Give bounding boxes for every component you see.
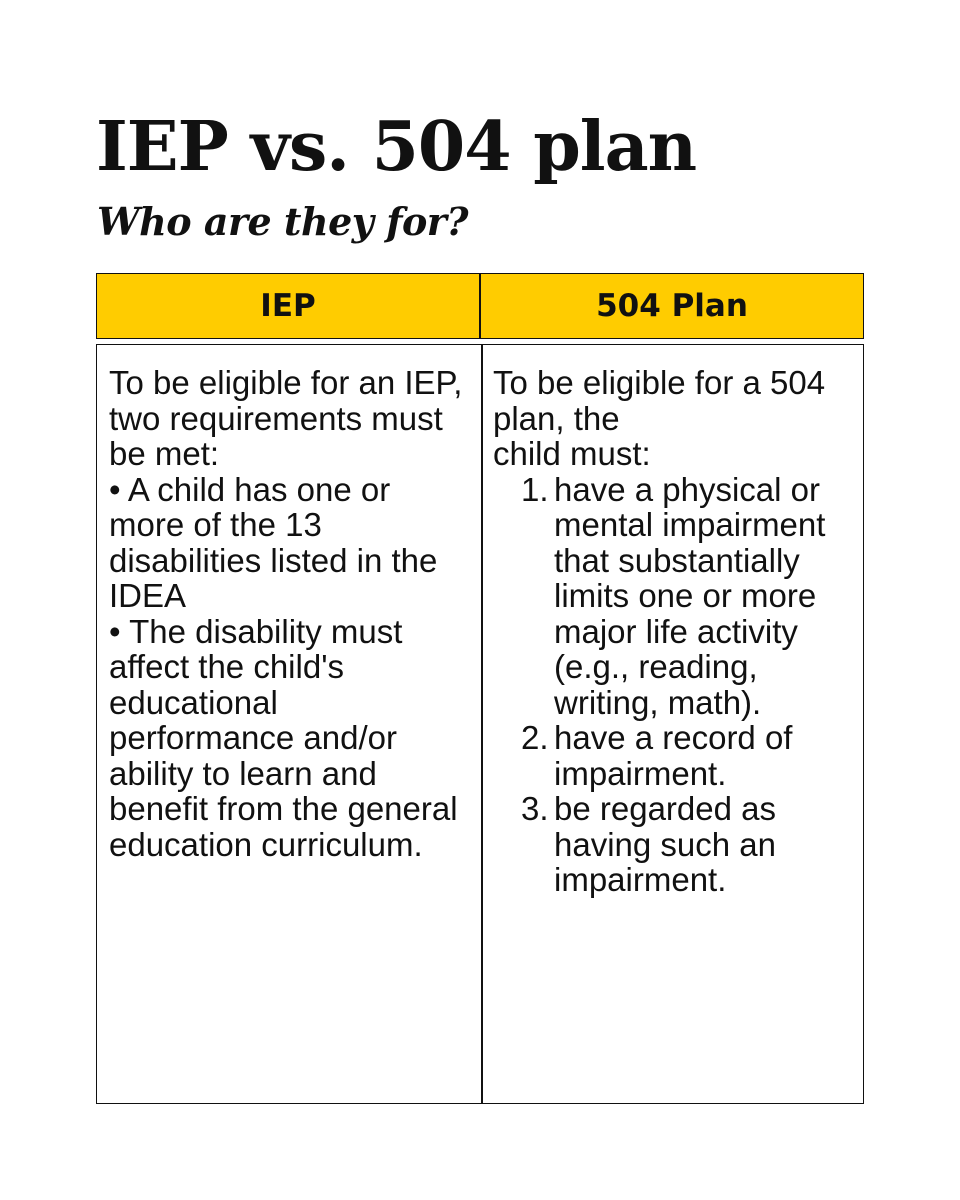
list-item-number: 2.: [521, 719, 549, 756]
list-item: [493, 720, 853, 791]
iep-intro: To be eligible for an IEP, two requirements must be met:: [109, 364, 463, 472]
list-item-number: 3.: [521, 790, 549, 827]
iep-bullet: • The disability must affect the child's educational performance and/or ability to learn and benefit from the general education curriculum.: [109, 612, 458, 863]
table-header-row: [96, 273, 864, 339]
table-body-row: [96, 344, 864, 1104]
column-header-504-plan: 504 Plan: [479, 274, 863, 338]
iep-cell: [97, 345, 481, 1103]
column-header-iep: IEP: [260, 288, 316, 324]
plan-504-intro-continued: child must:: [493, 435, 651, 472]
page-subtitle: Who are they for?: [97, 199, 469, 244]
iep-bullet: • A child has one or more of the 13 disabilities listed in the IDEA: [109, 470, 438, 614]
list-item-text: have a physical or mental impairment that substantially limits one or more major life activity (e.g., reading, writing, math).: [554, 470, 826, 721]
plan-504-intro: To be eligible for a 504 plan, the: [493, 364, 826, 437]
page-title: IEP vs. 504 plan: [96, 107, 697, 187]
list-item: [493, 791, 853, 898]
list-item-text: have a record of impairment.: [554, 719, 793, 792]
list-item-number: 1.: [521, 470, 549, 508]
list-item: [493, 472, 853, 721]
plan-504-cell: [481, 345, 863, 1103]
plan-504-requirements-list: [493, 472, 853, 898]
list-item-text: be regarded as having such an impairment.: [554, 790, 776, 898]
